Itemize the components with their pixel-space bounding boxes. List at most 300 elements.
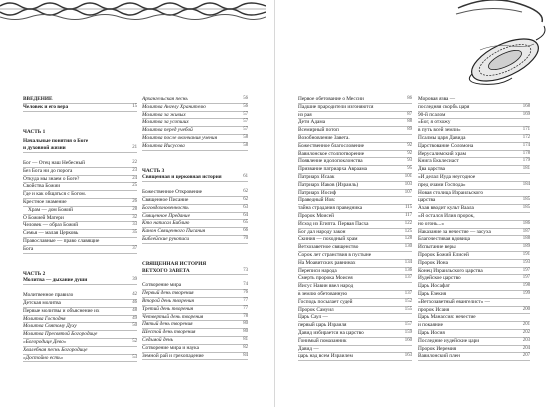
toc-entry-title: Иудейское царство <box>418 275 461 282</box>
toc-entry-page-number: 137 <box>404 275 412 281</box>
toc-entry-page-number: 66 <box>243 228 248 234</box>
toc-entry-title: Господь посылает судей <box>298 298 353 305</box>
toc-entry-page-number: 61 <box>243 174 248 180</box>
toc-column-2 <box>142 96 248 360</box>
toc-entry[interactable] <box>298 307 412 315</box>
toc-entry-page-number: 56 <box>243 103 248 109</box>
toc-entry-title: последняя скорбь царя <box>418 103 470 110</box>
toc-entry-page-number: 115 <box>404 205 412 211</box>
toc-entry-title: ВВЕДЕНИЕ <box>23 96 53 102</box>
toc-entry-page-number: 77 <box>243 297 248 303</box>
toc-entry-title: царь над всем Израилем <box>298 353 353 360</box>
toc-entry-title: Седьмой день <box>142 336 174 343</box>
toc-entry[interactable] <box>142 345 248 353</box>
toc-entry[interactable] <box>298 104 412 112</box>
toc-entry-page-number: 134 <box>404 259 412 265</box>
page-gutter <box>274 0 275 407</box>
toc-entry-title: Православные — право славящие <box>23 237 100 244</box>
toc-entry-title: Давид — <box>298 345 319 352</box>
toc-entry[interactable] <box>23 238 137 246</box>
toc-entry-title: Откуда мы знаем о Боге? <box>23 175 80 182</box>
toc-entry-title: Семья — малая Церковь <box>23 230 79 237</box>
toc-entry[interactable] <box>418 353 530 361</box>
toc-entry[interactable] <box>142 290 248 298</box>
toc-entry[interactable] <box>418 135 530 143</box>
toc-entry-title: Сотворение мира и наука <box>142 344 199 351</box>
toc-entry[interactable] <box>142 197 248 205</box>
toc-entry-page-number: 193 <box>522 259 530 265</box>
toc-entry-title: Сорок лет странствия в пустыне <box>298 251 372 258</box>
top-right-knot-ornament <box>450 0 550 90</box>
toc-entry-title: Второй день творения <box>142 297 194 304</box>
toc-entry[interactable] <box>418 236 530 244</box>
toc-entry[interactable] <box>298 127 412 135</box>
toc-entry[interactable] <box>418 96 530 104</box>
toc-entry[interactable] <box>298 112 412 120</box>
toc-entry[interactable] <box>298 135 412 143</box>
toc-entry-page-number: 198 <box>522 283 530 289</box>
toc-entry-page-number: 42 <box>132 292 137 298</box>
toc-entry-page-number: 191 <box>522 251 530 257</box>
toc-entry-page-number: 15 <box>132 103 137 109</box>
toc-entry-page-number: 37 <box>132 245 137 251</box>
toc-entry-title: «Ветхозаветный евангелист» — <box>418 298 490 305</box>
toc-entry-title: Царь Иосафат <box>418 283 450 290</box>
toc-entry-page-number: 185 <box>522 205 530 211</box>
toc-entry-page-number: 184 <box>522 181 530 187</box>
toc-entry[interactable] <box>298 213 412 221</box>
toc-column-1 <box>23 96 137 362</box>
toc-entry-title: Всемирный потоп <box>298 127 339 134</box>
toc-entry-page-number: 57 <box>243 127 248 133</box>
toc-entry-title: Вавилонский плен <box>418 353 460 360</box>
toc-entry[interactable] <box>298 166 412 174</box>
toc-entry-title: Появление идолопоклонства <box>298 158 363 165</box>
toc-entry[interactable] <box>418 197 530 205</box>
toc-entry-title: Царь Манассия: нечестие <box>418 314 476 321</box>
toc-entry-page-number: 186 <box>522 220 530 226</box>
toc-entry[interactable] <box>298 221 412 229</box>
toc-entry[interactable] <box>418 166 530 174</box>
toc-entry-title: царства <box>418 197 436 204</box>
toc-entry[interactable] <box>298 174 412 182</box>
toc-entry-page-number: 58 <box>243 134 248 140</box>
toc-entry-page-number: 21 <box>132 145 137 151</box>
toc-entry-title: Священное Предание <box>142 212 190 219</box>
toc-entry-title: Моровая язва — <box>418 96 455 102</box>
toc-entry-title: Молитва Иисусова <box>142 142 185 149</box>
toc-entry[interactable] <box>298 252 412 260</box>
toc-entry-page-number: 172 <box>522 134 530 140</box>
toc-entry-title: «Бог, я отхожу <box>418 119 451 126</box>
toc-entry[interactable] <box>142 329 248 337</box>
toc-entry[interactable] <box>298 158 412 166</box>
toc-entry-title: и духовной жизни <box>23 145 66 152</box>
toc-entry-title: Царь Саул — <box>298 314 328 321</box>
toc-entry-page-number: 122 <box>404 220 412 226</box>
toc-entry[interactable] <box>23 191 137 199</box>
toc-entry[interactable] <box>23 355 137 363</box>
toc-entry[interactable] <box>418 229 530 237</box>
toc-entry-page-number: 52 <box>132 338 137 344</box>
toc-entry[interactable] <box>23 183 137 191</box>
toc-entry-title: Благочестивая вдовица <box>418 236 470 243</box>
toc-entry[interactable] <box>23 347 137 355</box>
toc-entry-page-number: 203 <box>522 337 530 343</box>
toc-entry-title: первый царь Израиля <box>298 322 347 329</box>
toc-entry[interactable] <box>298 314 412 322</box>
toc-entry-title: Пророк Иеремия <box>418 345 457 352</box>
toc-spacer <box>142 244 248 258</box>
toc-entry-page-number: 163 <box>404 353 412 359</box>
toc-entry[interactable] <box>418 314 530 322</box>
toc-entry[interactable] <box>23 199 137 207</box>
toc-section-heading: ЧАСТЬ 2 <box>23 270 46 277</box>
toc-entry[interactable] <box>142 228 248 236</box>
toc-entry-title: Хвалебная песнь Богородице <box>23 346 88 353</box>
toc-entry-page-number: 136 <box>404 267 412 273</box>
toc-entry-page-number: 56 <box>243 96 248 101</box>
toc-entry[interactable] <box>142 268 248 276</box>
toc-entry-title: Царствование Соломона <box>418 142 474 149</box>
toc-entry-page-number: 117 <box>404 212 412 218</box>
toc-entry-title: «Достойно есть» <box>23 354 64 361</box>
toc-entry-title: Молитва за усопших <box>142 119 189 126</box>
toc-entry[interactable] <box>142 298 248 306</box>
toc-section-heading: СВЯЩЕННАЯ ИСТОРИЯ <box>142 260 207 267</box>
toc-entry[interactable] <box>418 174 530 182</box>
toc-entry-page-number: 81 <box>243 336 248 342</box>
toc-entry[interactable] <box>298 260 412 268</box>
toc-spacer <box>142 275 248 282</box>
toc-entry[interactable] <box>142 104 248 112</box>
toc-entry[interactable] <box>142 353 248 361</box>
toc-entry-title: Призвание патриарха Авраама <box>298 166 368 173</box>
toc-entry-page-number: 130 <box>404 244 412 250</box>
toc-entry-title: Бога <box>23 245 34 252</box>
toc-entry-title: Молитвенное правило <box>23 292 74 299</box>
toc-entry-title: из рая <box>298 111 312 118</box>
toc-entry-page-number: 160 <box>404 337 412 343</box>
toc-entry-title: Молитва — дыхание души <box>23 277 88 284</box>
toc-entry-title: Сотворение мира <box>142 282 182 289</box>
toc-entry-page-number: 185 <box>522 197 530 203</box>
toc-entry-title: Шестой день творения <box>142 329 196 336</box>
toc-entry-title: Пророк Самуил <box>298 306 334 313</box>
toc-entry-title: пред очами Господа» <box>418 181 466 188</box>
toc-entry-page-number: 78 <box>243 313 248 319</box>
toc-entry[interactable] <box>418 182 530 190</box>
toc-entry-title: Ветхозаветное священство <box>298 244 359 251</box>
toc-entry-title: Боговдохновенность <box>142 204 189 211</box>
toc-entry-title: Священное Писание <box>142 196 189 203</box>
toc-entry-page-number: 103 <box>404 181 412 187</box>
toc-entry[interactable] <box>23 331 137 339</box>
toc-entry[interactable] <box>142 127 248 135</box>
toc-entry-title: Пророк Моисей <box>298 212 334 219</box>
toc-entry-title: Божественное Откровение <box>142 189 203 196</box>
toc-entry[interactable] <box>418 338 530 346</box>
toc-entry-page-number: 200 <box>522 306 530 312</box>
toc-entry-title: Иисус Навин ввел народ <box>298 283 354 290</box>
toc-entry-title: в землю обетованную <box>298 290 348 297</box>
toc-entry-page-number: 50 <box>132 323 137 329</box>
toc-entry-page-number: 63 <box>243 204 248 210</box>
toc-entry[interactable] <box>298 322 412 330</box>
toc-entry-page-number: 89 <box>407 127 412 133</box>
toc-entry-page-number: 157 <box>404 322 412 328</box>
toc-entry-page-number: 35 <box>132 230 137 236</box>
toc-entry[interactable] <box>418 252 530 260</box>
toc-entry-title: пророк Исаия <box>418 306 450 313</box>
toc-entry-title: Бог — Отец наш Небесный <box>23 159 85 166</box>
toc-entry-page-number: 171 <box>522 127 530 133</box>
toc-entry[interactable] <box>142 282 248 290</box>
toc-entry[interactable] <box>418 158 530 166</box>
toc-entry[interactable] <box>418 104 530 112</box>
toc-entry-title: Пятый день творения <box>142 321 193 328</box>
toc-entry-title: Четвертый день творения <box>142 313 204 320</box>
toc-entry[interactable] <box>298 275 412 283</box>
toc-entry[interactable] <box>142 112 248 120</box>
toc-entry[interactable] <box>418 283 530 291</box>
toc-entry[interactable] <box>23 308 137 316</box>
toc-entry[interactable] <box>142 135 248 143</box>
toc-entry-title: Новая столица Израильского <box>418 189 483 196</box>
toc-entry-title: Детская молитва <box>23 299 61 306</box>
toc-entry-page-number: 32 <box>132 214 137 220</box>
toc-entry-page-number: 53 <box>132 354 137 360</box>
toc-entry-page-number: 22 <box>132 159 137 165</box>
toc-entry-title: Переписи народа <box>298 267 337 274</box>
toc-spacer <box>23 153 137 160</box>
toc-entry-title: и покаяние <box>418 322 443 329</box>
toc-section-heading: Начальные понятия о Боге <box>23 138 89 145</box>
toc-entry-page-number: 82 <box>243 344 248 350</box>
toc-entry-page-number: 125 <box>404 228 412 234</box>
toc-entry-page-number: 202 <box>522 329 530 335</box>
toc-entry[interactable] <box>418 112 530 120</box>
toc-entry[interactable] <box>298 299 412 307</box>
toc-entry-page-number: 197 <box>522 267 530 273</box>
toc-entry[interactable] <box>23 207 137 215</box>
toc-entry[interactable] <box>23 316 137 324</box>
toc-entry[interactable] <box>298 338 412 346</box>
toc-entry-title: Без Бога ни до порога <box>23 167 73 174</box>
toc-entry-page-number: 92 <box>407 142 412 148</box>
toc-entry[interactable] <box>298 143 412 151</box>
toc-entry[interactable] <box>142 337 248 345</box>
toc-column-3 <box>298 96 412 361</box>
toc-entry[interactable] <box>418 291 530 299</box>
toc-spacer <box>23 285 137 292</box>
toc-entry[interactable] <box>298 330 412 338</box>
toc-entry[interactable] <box>418 205 530 213</box>
toc-entry-page-number: 24 <box>132 175 137 181</box>
toc-entry-title: Конец Израильского царства <box>418 267 483 274</box>
toc-entry[interactable] <box>298 291 412 299</box>
toc-entry[interactable] <box>23 277 137 285</box>
toc-entry-title: Патриарх Исаак <box>298 173 335 180</box>
toc-entry-title: Молитва после окончания учения <box>142 134 218 141</box>
toc-entry[interactable] <box>298 283 412 291</box>
toc-entry-page-number: 84 <box>243 352 248 358</box>
toc-entry-title: но огонь...» <box>418 220 445 227</box>
toc-entry-title: Два царства <box>418 166 446 173</box>
toc-entry[interactable] <box>298 197 412 205</box>
toc-entry-page-number: 77 <box>243 305 248 311</box>
toc-entry-title: Свойства Божии <box>23 183 61 190</box>
toc-entry[interactable] <box>418 244 530 252</box>
toc-entry-title: Человек и его вера <box>23 103 69 110</box>
toc-entry[interactable] <box>418 190 530 198</box>
toc-entry[interactable] <box>298 244 412 252</box>
toc-entry[interactable] <box>418 299 530 307</box>
toc-entry-title: Падшие прародители изгоняются <box>298 103 374 110</box>
toc-entry-page-number: 80 <box>243 321 248 327</box>
toc-section-heading: ЧАСТЬ 1 <box>23 128 46 135</box>
toc-entry[interactable] <box>142 174 248 182</box>
toc-entry-title: Первый день творения <box>142 290 194 297</box>
top-left-band-ornament <box>0 0 266 22</box>
toc-entry-title: Канон Священного Писания <box>142 228 206 235</box>
toc-entry-title: Царь Езекия <box>418 290 447 297</box>
toc-entry[interactable] <box>298 353 412 361</box>
toc-entry-title: Пророк Иона <box>418 259 448 266</box>
toc-entry-title: Пророк Божий Елисей <box>418 251 469 258</box>
toc-entry[interactable] <box>418 260 530 268</box>
toc-entry[interactable] <box>23 300 137 308</box>
toc-entry-page-number: 46 <box>132 299 137 305</box>
toc-entry-page-number: 107 <box>404 189 412 195</box>
toc-entry-title: в путь всей земли» <box>418 127 461 134</box>
toc-entry[interactable] <box>418 275 530 283</box>
toc-entry-title: Книга Екклесиаст <box>418 158 459 165</box>
toc-entry-page-number: 64 <box>243 212 248 218</box>
toc-entry-title: Иерусалимский храм <box>418 150 466 157</box>
toc-entry-page-number: 93 <box>407 158 412 164</box>
toc-entry-title: Первое обетование о Мессии <box>298 96 364 102</box>
toc-entry[interactable] <box>418 330 530 338</box>
toc-entry-page-number: 58 <box>243 142 248 148</box>
toc-entry[interactable] <box>142 96 248 104</box>
toc-entry-title: Библейские рукописи <box>142 235 190 242</box>
toc-entry[interactable] <box>298 96 412 104</box>
toc-entry[interactable] <box>298 236 412 244</box>
toc-entry-page-number: 28 <box>132 206 137 212</box>
toc-entry-page-number: 152 <box>404 298 412 304</box>
toc-entry[interactable] <box>298 205 412 213</box>
toc-entry-page-number: 181 <box>522 166 530 172</box>
toc-entry-title: Священная и церковная история <box>142 174 222 181</box>
toc-entry-page-number: 76 <box>243 290 248 296</box>
toc-section-heading: ЧАСТЬ 3 <box>142 167 165 174</box>
toc-entry-title: Испытание веры <box>418 244 456 251</box>
toc-entry-title: Смерть пророка Моисея <box>298 275 353 282</box>
toc-entry-page-number: 101 <box>404 173 412 179</box>
toc-entry[interactable] <box>142 236 248 244</box>
toc-entry[interactable] <box>418 322 530 330</box>
toc-entry-title: Храм — дом Божий <box>28 206 73 213</box>
toc-entry[interactable] <box>418 143 530 151</box>
toc-entry-page-number: 201 <box>522 322 530 328</box>
toc-entry[interactable] <box>142 220 248 228</box>
toc-entry[interactable] <box>418 221 530 229</box>
toc-entry-page-number: 62 <box>243 189 248 195</box>
toc-entry[interactable] <box>142 306 248 314</box>
toc-entry[interactable] <box>418 151 530 159</box>
toc-entry-page-number: 48 <box>132 307 137 313</box>
toc-entry[interactable] <box>418 213 530 221</box>
toc-entry[interactable] <box>23 323 137 331</box>
toc-entry[interactable] <box>298 151 412 159</box>
toc-entry-title: Молитва за живых <box>142 111 186 118</box>
toc-entry-title: Божественное благословение <box>298 142 365 149</box>
toc-entry[interactable] <box>23 292 137 300</box>
toc-entry-title: Земной рай и грехопадение <box>142 352 204 359</box>
toc-entry-title: Архангельская песнь <box>142 96 188 102</box>
toc-entry[interactable] <box>418 307 530 315</box>
toc-entry-title: «И делал Иуда неугодное <box>418 173 476 180</box>
toc-entry-page-number: 80 <box>243 329 248 335</box>
toc-entry[interactable] <box>23 230 137 238</box>
toc-entry[interactable] <box>23 145 137 153</box>
toc-entry[interactable] <box>298 346 412 354</box>
toc-entry-title: Последние иудейские цари <box>418 337 480 344</box>
toc-entry-page-number: 73 <box>243 267 248 273</box>
toc-entry[interactable] <box>23 104 137 112</box>
toc-entry[interactable] <box>298 182 412 190</box>
toc-entry[interactable] <box>142 143 248 151</box>
toc-entry-title: Бог дал народу закон <box>298 228 346 235</box>
toc-entry-title: 90-й псалом <box>418 111 446 118</box>
toc-entry-page-number: 88 <box>407 119 412 125</box>
toc-entry-title: Молитва Святому Духу <box>23 323 77 330</box>
toc-entry-title: «Я остался Илия пророк, <box>418 212 475 219</box>
toc-entry-page-number: 204 <box>522 345 530 351</box>
toc-entry-page-number: 174 <box>522 142 530 148</box>
toc-entry-title: Молитва Пресвятой Богородице <box>23 331 98 338</box>
toc-entry[interactable] <box>418 127 530 135</box>
toc-entry-title: Вавилонское столпотворение <box>298 150 365 157</box>
toc-spacer <box>142 151 248 165</box>
toc-entry-title: Патриарх Иаков (Израиль) <box>298 181 359 188</box>
toc-entry-title: Кто написал Библию <box>142 220 190 227</box>
toc-entry[interactable] <box>142 321 248 329</box>
toc-entry[interactable] <box>142 189 248 197</box>
toc-entry[interactable] <box>23 339 137 347</box>
toc-entry-page-number: 49 <box>132 315 137 321</box>
toc-entry-title: Возобновление Завета. <box>298 134 350 141</box>
toc-entry-title: ВЕТХОГО ЗАВЕТА <box>142 267 190 274</box>
toc-entry-page-number: 128 <box>404 236 412 242</box>
toc-entry-page-number: 197 <box>522 275 530 281</box>
toc-entry[interactable] <box>23 160 137 168</box>
toc-entry-page-number: 65 <box>243 220 248 226</box>
toc-entry-title: Гонимый помазанник <box>298 337 347 344</box>
toc-entry[interactable] <box>142 205 248 213</box>
toc-entry[interactable] <box>23 222 137 230</box>
toc-entry[interactable] <box>23 96 137 104</box>
toc-entry-title: Крестное знамение <box>23 198 67 205</box>
toc-entry[interactable] <box>23 246 137 254</box>
toc-entry[interactable] <box>298 268 412 276</box>
toc-entry[interactable] <box>23 168 137 176</box>
toc-entry-title: Молитва Ангелу Хранителю <box>142 103 206 110</box>
toc-entry-page-number: 169 <box>522 111 530 117</box>
toc-entry-page-number: 92 <box>407 150 412 156</box>
toc-entry-title: О Божией Матери <box>23 214 64 221</box>
